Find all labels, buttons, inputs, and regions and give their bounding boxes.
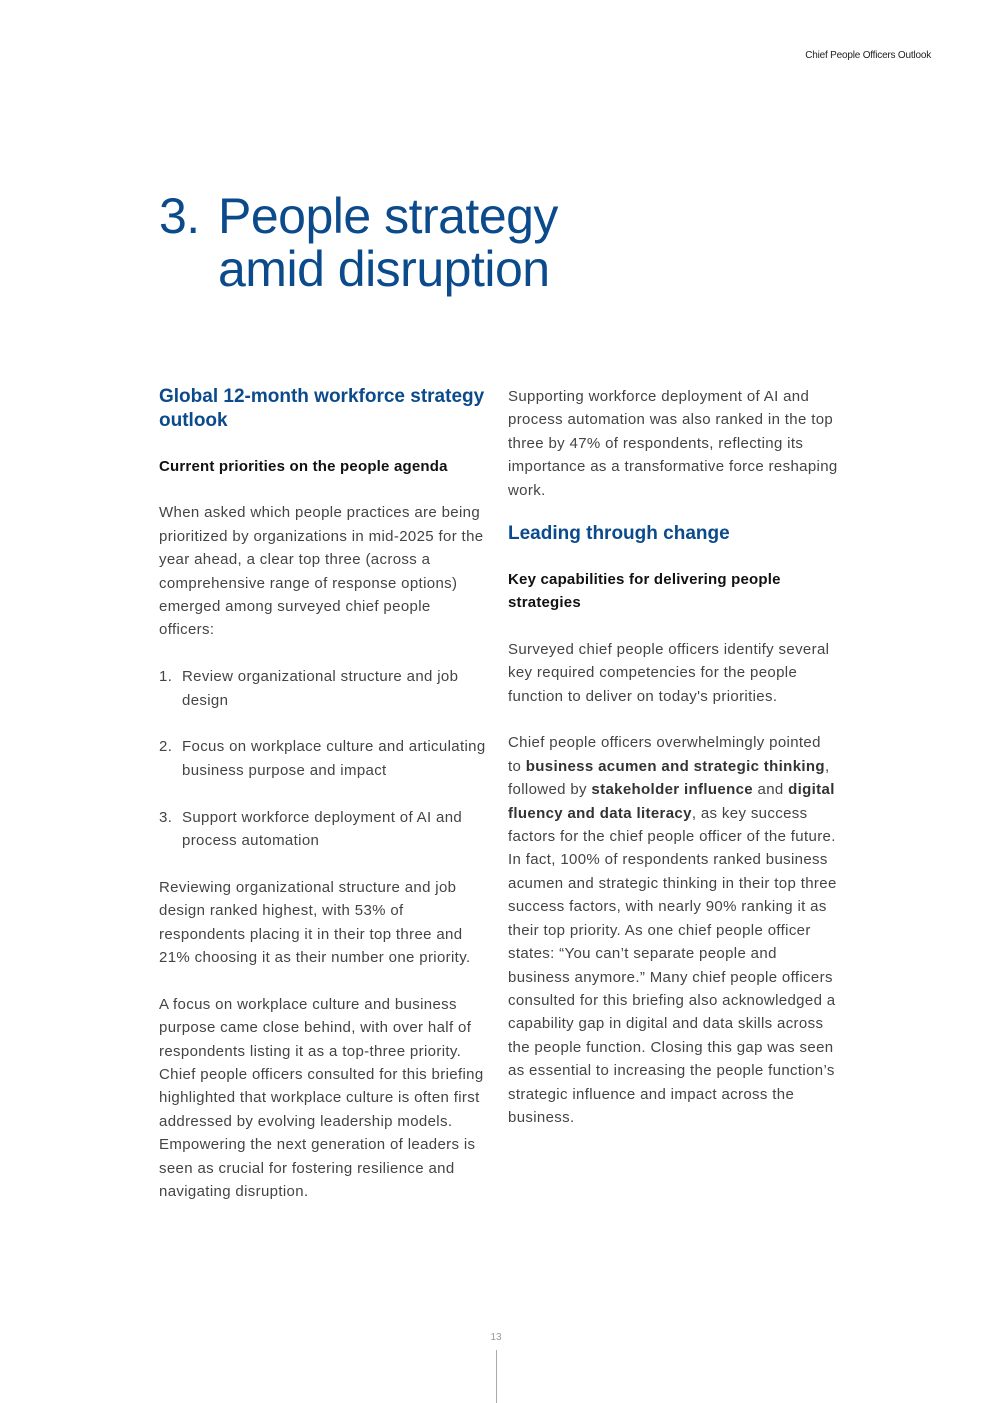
list-item	[159, 665, 489, 712]
text-run: and	[752, 781, 789, 799]
paragraph-rich	[508, 731, 838, 1129]
list-number: 3.	[159, 808, 173, 826]
bold-run: stakeholder influence	[591, 781, 753, 799]
text-run: , followed by	[508, 757, 830, 799]
right-column	[508, 385, 838, 1153]
list-text: Focus on workplace culture and articulating business purpose and impact	[182, 738, 486, 779]
section-number: 3.	[159, 188, 200, 244]
paragraph: Supporting workforce deployment of AI and process automation was also ranked in the top three by 47% of respondents, reflecting its importance as a transformative force reshaping work.	[508, 388, 838, 499]
heading-leading-change: Leading through change	[508, 523, 730, 545]
subheading-capabilities: Key capabilities for delivering people strategies	[508, 571, 781, 612]
left-column	[159, 385, 489, 1227]
list-item	[159, 735, 489, 782]
paragraph: Surveyed chief people officers identify several key required competencies for the people function to deliver on today's priorities.	[508, 640, 830, 705]
text-run: , as key success factors for the chief people officer of the future. In fact, 100% of respondents ranked business acumen and strategic thinking in their top three success factors, with nearly 90% ranking it as their top priority. As one chief people officer states: “You can’t separate people and business anymore.” Many chief people officers consulted for this briefing also acknowledged a capability gap in digital and data skills across the people function. Closing this gap was seen as essential to increasing the people function’s strategic influence and impact across the business.	[508, 804, 837, 1126]
list-text: Support workforce deployment of AI and process automation	[182, 808, 463, 850]
paragraph: A focus on workplace culture and business purpose came close behind, with over half of respondents listing it as a top-three priority. Chief people officers consulted for this briefing highlighted that workplace culture is often first addressed by evolving leadership models. Empowering the next generation of leaders is seen as crucial for fostering resilience and navigating disruption.	[159, 995, 484, 1201]
list-number: 1.	[159, 668, 173, 686]
list-number: 2.	[159, 738, 173, 756]
title-line-2: amid disruption	[218, 241, 550, 297]
list-text: Review organizational structure and job design	[182, 668, 459, 709]
page-number: 13	[490, 1332, 502, 1343]
title-line-1: People strategy	[218, 188, 558, 244]
list-item	[159, 806, 489, 853]
running-header: Chief People Officers Outlook	[805, 50, 931, 61]
footer-divider	[496, 1350, 497, 1403]
bold-run: digital fluency and data literacy	[508, 781, 835, 822]
bold-run: business acumen and strategic thinking	[525, 757, 825, 775]
priorities-list	[159, 665, 489, 852]
text-run: Chief people officers overwhelmingly pointed to	[508, 734, 821, 775]
subheading-priorities: Current priorities on the people agenda	[159, 458, 448, 475]
paragraph: Reviewing organizational structure and job design ranked highest, with 53% of respondents placing it in their top three and 21% choosing it as their number one priority.	[159, 878, 471, 967]
section-title	[159, 190, 558, 296]
heading-workforce-outlook: Global 12-month workforce strategy outlook	[159, 386, 485, 431]
intro-paragraph: When asked which people practices are being prioritized by organizations in mid-2025 for the year ahead, a clear top three (across a comprehensive range of response options) emerged among surveyed chief people officers:	[159, 504, 484, 639]
